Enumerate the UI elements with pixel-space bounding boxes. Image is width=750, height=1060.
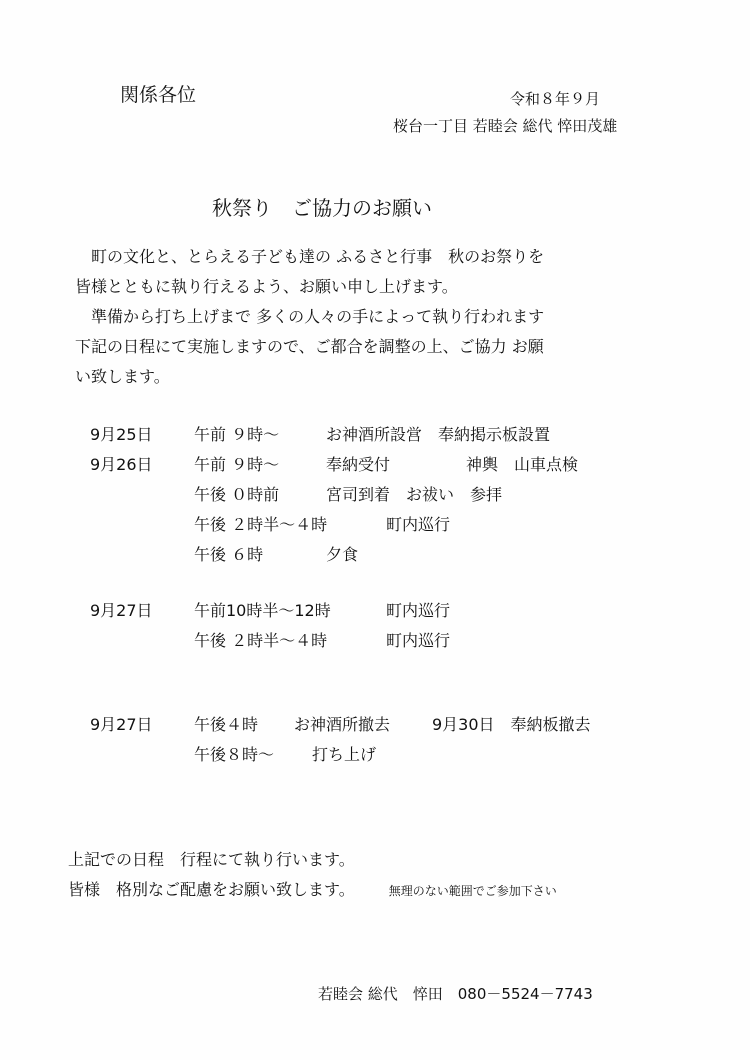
- body-line: い致します。: [75, 367, 170, 386]
- schedule-event: お神酒所設営 奉納掲示板設置: [326, 425, 551, 444]
- schedule-time: 午前 ９時～: [194, 455, 280, 474]
- schedule-time: 午後 ６時: [194, 545, 264, 564]
- closing-line: [68, 875, 557, 905]
- schedule-event: 町内巡行: [386, 601, 451, 620]
- body-line: 町の文化と、とらえる子ども達の ふるさと行事 秋のお祭りを: [75, 247, 545, 266]
- issue-date: 令和８年９月: [510, 90, 601, 108]
- body-line: 下記の日程にて実施しますので、ご都合を調整の上、ご協力 お願: [75, 337, 544, 356]
- closing-line-text: 皆様 格別なご配慮をお願い致します。: [68, 880, 355, 899]
- schedule-date: 9月27日: [90, 715, 153, 734]
- schedule-date: 9月27日: [90, 601, 153, 620]
- schedule-event: 町内巡行: [386, 515, 451, 534]
- schedule-event: お神酒所撤去: [294, 715, 391, 734]
- sender: 桜台一丁目 若睦会 総代 悴田茂雄: [393, 117, 618, 135]
- schedule-time: 午前 ９時～: [194, 425, 280, 444]
- contact-info: 若睦会 総代 悴田 080－5524－7743: [318, 985, 593, 1003]
- schedule-time: 午前10時半～12時: [194, 601, 331, 620]
- schedule-event: 奉納受付: [326, 455, 391, 474]
- schedule-time: 午後 ２時半～４時: [194, 515, 328, 534]
- closing-remarks: [68, 845, 557, 905]
- schedule-date: 9月25日: [90, 425, 153, 444]
- schedule-event: 打ち上げ: [312, 745, 377, 764]
- schedule-event: 町内巡行: [386, 631, 451, 650]
- body-line: 準備から打ち上げまで 多くの人々の手によって執り行われます: [75, 307, 545, 326]
- schedule-event: 夕食: [326, 545, 359, 564]
- schedule-time: 午後４時: [194, 715, 259, 734]
- schedule-time: 午後 ２時半～４時: [194, 631, 328, 650]
- schedule-date: 9月26日: [90, 455, 153, 474]
- addressee: 関係各位: [120, 84, 197, 106]
- closing-line: 上記での日程 行程にて執り行います。: [68, 850, 355, 869]
- closing-note: 無理のない範囲でご参加下さい: [388, 884, 557, 898]
- document-title: 秋祭り ご協力のお願い: [212, 196, 432, 220]
- schedule-time: 午後 ０時前: [194, 485, 280, 504]
- body-line: 皆様とともに執り行えるよう、お願い申し上げます。: [75, 277, 458, 296]
- body-text: [75, 242, 685, 392]
- schedule-event-secondary: 神輿 山車点検: [466, 455, 579, 474]
- schedule-time: 午後８時～: [194, 745, 275, 764]
- schedule-event-secondary: 9月30日 奉納板撤去: [432, 715, 591, 734]
- schedule-event: 宮司到着 お祓い 参拝: [326, 485, 503, 504]
